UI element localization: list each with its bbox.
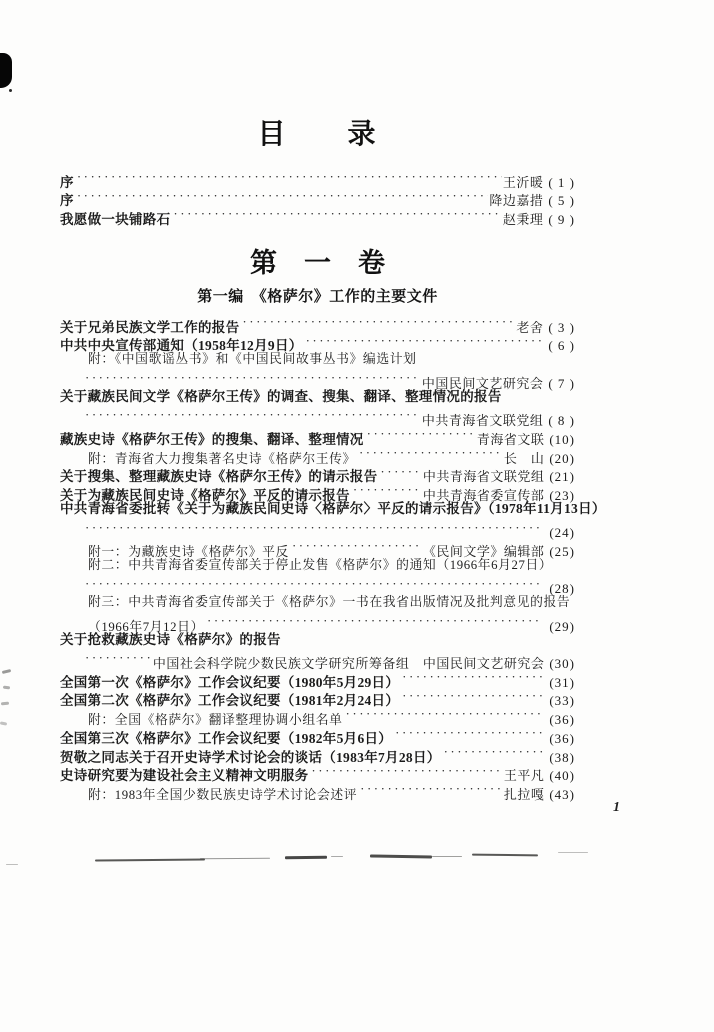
toc-entry — [60, 612, 575, 634]
dotted-leader — [400, 687, 543, 706]
toc-entry — [60, 500, 606, 519]
entry-author: 赵秉理 — [502, 212, 544, 228]
page-crease-line — [285, 856, 327, 859]
entry-title: 附：《中国歌谣丛书》和《中国民间故事丛书》编选计划 — [88, 352, 417, 367]
entry-page: (25) — [549, 543, 575, 559]
dotted-leader — [83, 406, 421, 425]
toc-entry — [60, 556, 575, 575]
entry-title: 附：青海省大力搜集著名史诗《格萨尔王传》 — [88, 451, 356, 466]
entry-page: ( 3 ) — [548, 319, 575, 335]
entry-page: (20) — [549, 450, 575, 466]
dotted-leader — [344, 705, 544, 724]
entry-title: 关于藏族民间文学《格萨尔王传》的调查、搜集、翻译、整理情况的报告 — [60, 388, 502, 404]
entry-author: 老舍 — [516, 319, 544, 335]
entry-author: 扎拉嘎 — [503, 786, 545, 802]
entry-title: 全国第三次《格萨尔》工作会议纪要（1982年5月6日） — [60, 730, 393, 746]
entry-title: 中共中央宣传部通知（1958年12月9日） — [60, 338, 303, 354]
ink-speck — [9, 89, 12, 92]
dotted-leader — [75, 187, 489, 206]
entry-author: 长 山 — [503, 450, 545, 466]
entry-title: 序 — [60, 193, 74, 209]
page-crease-line — [6, 864, 18, 865]
entry-title: 关于搜集、整理藏族史诗《格萨尔王传》的请示报告 — [60, 469, 378, 485]
entry-title: 贺敬之同志关于召开史诗学术讨论会的谈话（1983年7月28日） — [60, 749, 441, 765]
entry-page: ( 6 ) — [548, 338, 575, 354]
dotted-leader — [83, 519, 543, 538]
entry-author: 中共青海省委宣传部 — [422, 487, 545, 503]
page-crease-line — [200, 858, 270, 859]
dotted-leader — [393, 724, 543, 743]
toc-entry — [60, 388, 575, 407]
toc-entry-list — [60, 313, 606, 802]
toc-entry — [60, 168, 575, 190]
edge-smudge — [3, 686, 10, 690]
entry-page: (36) — [549, 712, 575, 728]
entry-page: (23) — [549, 487, 575, 503]
page-crease-line — [432, 856, 462, 857]
section-heading: 第一编 《格萨尔》工作的主要文件 — [197, 288, 438, 305]
toc-entry — [60, 649, 575, 672]
entry-author: 王沂暖 — [502, 174, 544, 190]
entry-page: (38) — [549, 749, 575, 765]
entry-title: 附三：中共青海省委宣传部关于《格萨尔》一书在我省出版情况及批判意见的报告 — [88, 595, 571, 610]
entry-author: 中共青海省文联党组 — [422, 469, 545, 485]
entry-author: 《民间文学》编辑部 — [422, 543, 545, 559]
toc-entry — [60, 313, 575, 335]
entry-title: 关于抢救藏族史诗《格萨尔》的报告 — [60, 631, 281, 647]
page-crease-line — [472, 854, 538, 857]
dotted-leader — [83, 369, 421, 388]
toc-entry — [60, 350, 575, 369]
dotted-leader — [400, 668, 543, 687]
entry-title: 全国第二次《格萨尔》工作会议纪要（1981年2月24日） — [60, 693, 400, 709]
entry-title: 序 — [60, 174, 74, 190]
entry-title: 附：全国《格萨尔》翻译整理协调小组名单 — [88, 713, 343, 728]
entry-author: 中共青海省文联党组 — [421, 413, 544, 429]
edge-smudge — [2, 669, 11, 674]
toc-entry — [60, 631, 575, 650]
toc-entry — [60, 369, 575, 391]
dotted-leader — [205, 612, 543, 631]
entry-title: 藏族史诗《格萨尔王传》的搜集、翻译、整理情况 — [60, 431, 364, 447]
entry-page: ( 5 ) — [548, 193, 575, 209]
binding-ink-blob — [0, 53, 12, 88]
entry-page: (28) — [549, 581, 575, 597]
entry-author: 降边嘉措 — [489, 193, 544, 209]
dotted-leader — [442, 743, 544, 762]
entry-page: (40) — [549, 768, 575, 784]
entry-page: (33) — [549, 693, 575, 709]
dotted-leader — [240, 313, 515, 332]
entry-page: (10) — [549, 431, 575, 447]
page-crease-line — [331, 856, 343, 857]
page-number: 1 — [613, 800, 620, 815]
dotted-leader — [304, 332, 543, 351]
volume-heading: 第 一 卷 — [250, 248, 385, 278]
front-matter-list — [60, 168, 575, 228]
entry-title: 中共青海省委批转《关于为藏族民间史诗〈格萨尔〉平反的请示报告》（1978年11月13日） — [60, 500, 606, 516]
toc-entry — [60, 575, 575, 597]
entry-title: 附：1983年全国少数民族史诗学术讨论会述评 — [88, 787, 358, 802]
entry-title: （1966年7月12日） — [88, 619, 204, 634]
dotted-leader — [358, 780, 503, 799]
dotted-leader — [290, 537, 422, 556]
dotted-leader — [351, 481, 422, 500]
entry-title: 史诗研究要为建设社会主义精神文明服务 — [60, 768, 309, 784]
entry-page: (29) — [549, 618, 575, 634]
entry-title: 全国第一次《格萨尔》工作会议纪要（1980年5月29日） — [60, 674, 400, 690]
entry-page: (43) — [549, 786, 575, 802]
dotted-leader — [365, 425, 476, 444]
entry-title: 附二：中共青海省委宣传部关于停止发售《格萨尔》的通知（1966年6月27日） — [88, 557, 553, 572]
dotted-leader — [357, 444, 503, 463]
toc-entry — [60, 537, 575, 559]
entry-page: ( 8 ) — [548, 413, 575, 429]
dotted-leader — [378, 463, 421, 482]
dotted-leader — [171, 205, 501, 224]
toc-entry — [60, 593, 575, 612]
entry-title: 关于为藏族民间史诗《格萨尔》平反的请示报告 — [60, 487, 350, 503]
entry-page: (36) — [549, 730, 575, 746]
entry-page: (24) — [549, 525, 575, 541]
dotted-leader — [83, 575, 543, 594]
edge-smudge — [1, 702, 9, 706]
page-title: 目 录 — [257, 119, 378, 150]
page-crease-line — [558, 852, 588, 853]
page-crease-line — [95, 859, 205, 862]
entry-author: 王平凡 — [503, 768, 545, 784]
entry-title: 关于兄弟民族文学工作的报告 — [60, 319, 240, 335]
entry-author: 青海省文联 — [476, 431, 545, 447]
dotted-leader — [83, 649, 152, 668]
toc-entry — [60, 406, 575, 429]
entry-author: 中国社会科学院少数民族文学研究所筹备组 中国民间文艺研究会 — [152, 656, 545, 672]
entry-page: ( 1 ) — [548, 174, 575, 190]
page-crease-line — [370, 854, 432, 858]
dotted-leader — [309, 762, 502, 781]
dotted-leader — [75, 168, 502, 187]
toc-entry — [60, 205, 575, 228]
entry-page: ( 7 ) — [548, 375, 575, 391]
edge-smudge — [0, 721, 7, 725]
entry-title: 附一：为藏族史诗《格萨尔》平反 — [88, 544, 289, 559]
toc-entry — [60, 187, 575, 209]
entry-title: 我愿做一块铺路石 — [60, 212, 171, 228]
entry-page: (21) — [549, 469, 575, 485]
entry-page: (30) — [549, 656, 575, 672]
toc-entry — [60, 519, 575, 541]
entry-author: 中国民间文艺研究会 — [421, 375, 544, 391]
entry-page: (31) — [549, 674, 575, 690]
entry-page: ( 9 ) — [548, 212, 575, 228]
